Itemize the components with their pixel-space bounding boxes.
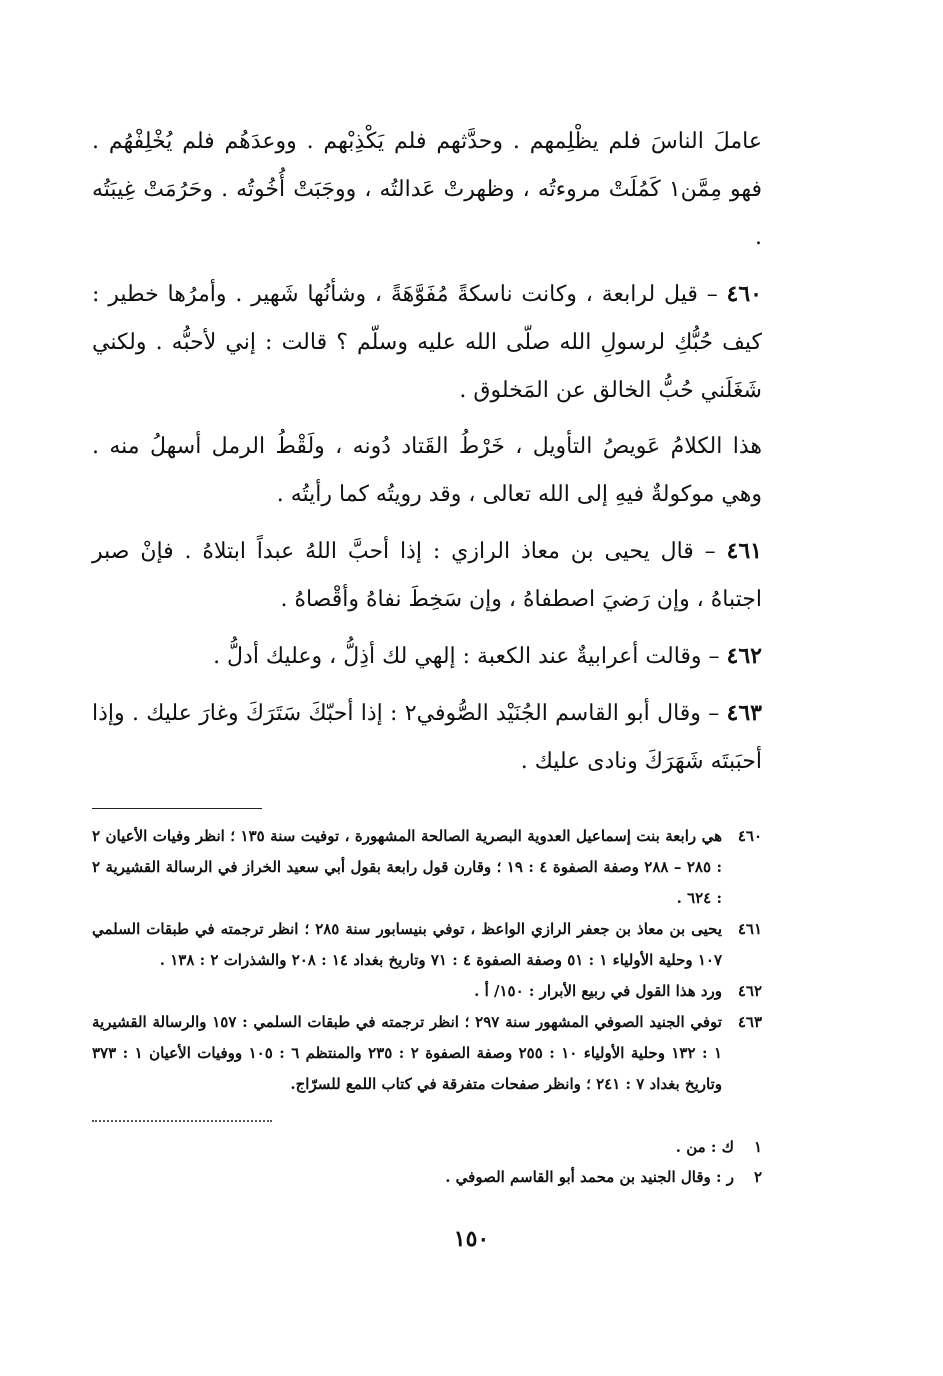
textual-note-number: ١ (753, 1138, 762, 1156)
intro-paragraph: عاملَ الناسَ فلم يظْلِمهم . وحدَّثهم فلم يَكْذِبْهم . ووعدَهُم فلم يُخْلِفْهُم . فهو مِمَّن١ كَمُلَتْ مروءتُه ، وظهرتْ عَدالتُه ، ووجَبَتْ أُخُوتُه . وحَرُمَتْ غِيبَتُه . (92, 129, 763, 250)
textual-notes-divider (92, 1120, 272, 1122)
footnote-text: هي رابعة بنت إسماعيل العدوية البصرية الصالحة المشهورة ، توفيت سنة ١٣٥ ؛ انظر وفيات الأعيان ٢ : ٢٨٥ – ٢٨٨ وصفة الصفوة ٤ : ١٩ ؛ وقارن قول رابعة بقول أبي سعيد الخراز في الرسالة القشيرية ٢ : ٦٢٤ . (92, 827, 723, 907)
textual-note-number: ٢ (753, 1168, 762, 1186)
entry-number: ٤٦٣ (726, 700, 762, 726)
entry-461 (92, 527, 762, 624)
entry-460-comment: هذا الكلامُ عَويصُ التأويل ، خَرْطُ القَتاد دُونه ، ولَقْطُ الرمل أسهلُ منه . وهي موكولةٌ فيهِ إلى الله تعالى ، وقد رويتُه كما رأيتُه . (92, 434, 762, 507)
textual-notes (92, 1132, 762, 1192)
footnote-number: ٤٦٣ (737, 1013, 762, 1031)
entry-number: ٤٦١ (726, 538, 762, 564)
footnote-item (92, 1007, 762, 1100)
footnote-item (92, 976, 762, 1007)
entry-462 (92, 632, 762, 681)
textual-note-item (92, 1132, 762, 1162)
footnote-number: ٤٦٠ (737, 827, 762, 845)
entry-460 (92, 270, 762, 415)
main-text (92, 118, 762, 786)
entry-text: – وقال أبو القاسم الجُنَيْد الصُّوفي٢ : إذا أحبّكَ سَتَرَكَ وغارَ عليك . وإذا أحبَبتَه شَهَرَكَ ونادى عليك . (92, 701, 762, 774)
entry-text: – وقالت أعرابيةٌ عند الكعبة : إلهي لك أذِلُّ ، وعليك أدلُّ . (213, 644, 720, 669)
entry-number: ٤٦٢ (726, 643, 762, 669)
entry-number: ٤٦٠ (726, 281, 762, 307)
entry-text: – قيل لرابعة ، وكانت ناسكةً مُفَوَّهَةً ، وشأنُها شَهير . وأمرُها خطير : كيف حُبُّكِ لرسولِ الله صلّى الله عليه وسلّم ؟ قالت : إني لأحبُّه . ولكني شَغَلَني حُبُّ الخالق عن المَخلوق . (92, 282, 762, 403)
footnote-divider (92, 808, 262, 809)
page-content (92, 118, 762, 1192)
footnote-text: ورد هذا القول في ربيع الأبرار : ١٥٠/ أ . (474, 982, 722, 1000)
footnote-text: توفي الجنيد الصوفي المشهور سنة ٢٩٧ ؛ انظر ترجمته في طبقات السلمي : ١٥٧ والرسالة القشيرية ١ : ١٣٢ وحلية الأولياء ١٠ : ٢٥٥ وصفة الصفوة ٢ : ٢٣٥ والمنتظم ٦ : ١٠٥ ووفيات الأعيان ١ : ٣٧٣ وتاريخ بغداد ٧ : ٢٤١ ؛ وانظر صفحات متفرقة في كتاب اللمع للسرّاج. (92, 1013, 723, 1093)
footnote-item (92, 821, 762, 914)
footnote-text: يحيى بن معاذ بن جعفر الرازي الواعظ ، توفي بنيسابور سنة ٢٨٥ ؛ انظر ترجمته في طبقات السلمي ١٠٧ وحلية الأولياء ١ : ٥١ وصفة الصفوة ٤ : ٧١ وتاريخ بغداد ١٤ : ٢٠٨ والشذرات ٢ : ١٣٨ . (92, 920, 722, 969)
footnotes (92, 821, 762, 1100)
textual-note-item (92, 1162, 762, 1192)
entry-text: – قال يحيى بن معاذ الرازي : إذا أحبَّ اللهُ عبداً ابتلاهُ . فإنْ صبر اجتباهُ ، وإن رَضيَ اصطفاهُ ، وإن سَخِطَ نفاهُ وأقْصاهُ . (92, 539, 762, 612)
page-number: ١٥٠ (453, 1226, 490, 1252)
footnote-number: ٤٦١ (737, 920, 762, 938)
textual-note-text: ر : وقال الجنيد بن محمد أبو القاسم الصوفي . (445, 1168, 734, 1186)
footnote-item (92, 914, 762, 976)
textual-note-text: ك : من . (675, 1138, 734, 1156)
footnote-number: ٤٦٢ (737, 982, 762, 1000)
entry-463 (92, 689, 762, 786)
